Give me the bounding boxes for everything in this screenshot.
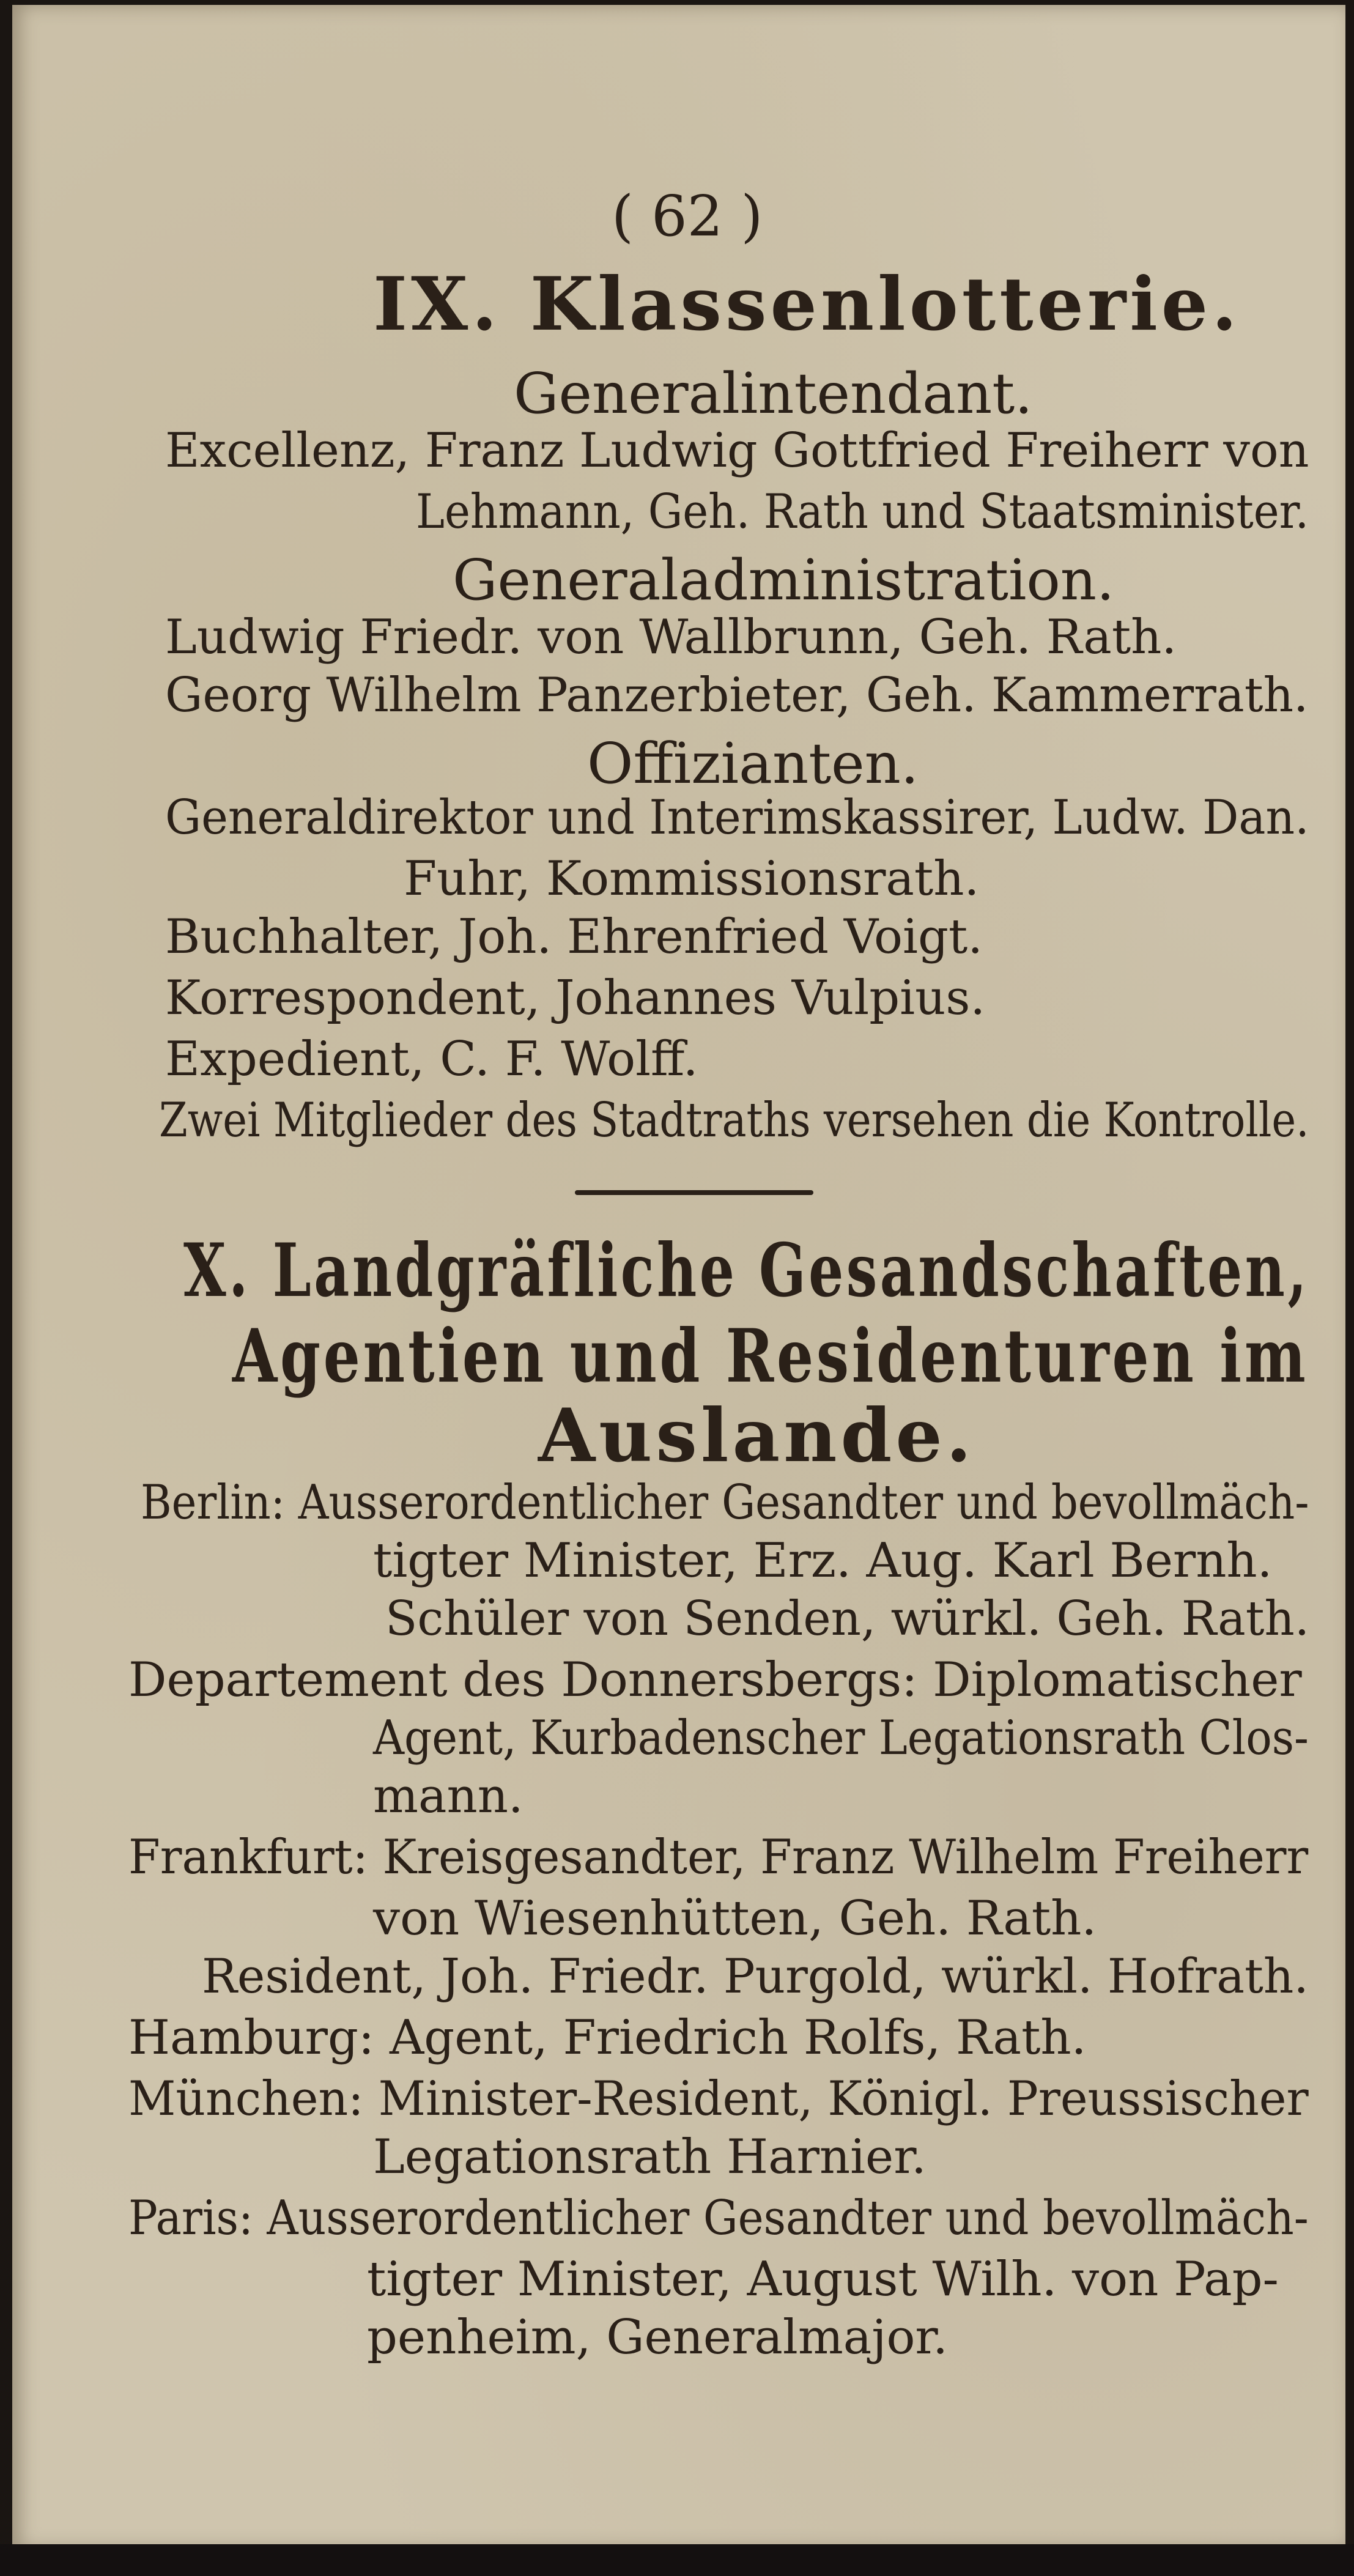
officers-line-2: Fuhr, Kommissionsrath.: [404, 851, 980, 906]
paris-line-3: penheim, Generalmajor.: [367, 2310, 948, 2365]
departement-line-2: Agent, Kurbadenscher Legationsrath Clos-: [373, 1711, 1309, 1766]
munich-line-2: Legationsrath Harnier.: [373, 2130, 927, 2185]
intendant-line-2: Lehmann, Geh. Rath und Staatsminister.: [416, 484, 1309, 539]
book-page: [12, 5, 1345, 2549]
departement-line-3: mann.: [373, 1769, 523, 1824]
section-9-title: IX. Klassenlotterie.: [373, 261, 1241, 347]
admin-line-1: Ludwig Friedr. von Wallbrunn, Geh. Rath.: [165, 610, 1177, 665]
section-10-title-line-3: Auslande.: [538, 1393, 975, 1479]
section-10-title-line-1: X. Landgräfliche Gesandschaften,: [183, 1227, 1310, 1314]
paris-line-2: tigter Minister, August Wilh. von Pap-: [367, 2252, 1279, 2307]
frankfurt-line-1: Frankfurt: Kreisgesandter, Franz Wilhelm Freiherr: [128, 1830, 1309, 1885]
officers-line-6: Zwei Mitglieder des Stadtraths versehen die Kontrolle.: [159, 1093, 1309, 1148]
munich-line-1: München: Minister-Resident, Königl. Preussischer: [128, 2071, 1309, 2126]
admin-line-2: Georg Wilhelm Panzerbieter, Geh. Kammerrath.: [165, 668, 1309, 723]
officers-line-5: Expedient, C. F. Wolff.: [165, 1032, 698, 1087]
section-10-title-line-2: Agentien und Residenturen im: [232, 1313, 1309, 1399]
scan-bottom-edge: [0, 2544, 1354, 2576]
berlin-line-1: Berlin: Ausserordentlicher Gesandter und bevollmäch-: [141, 1475, 1309, 1530]
frankfurt-line-2: von Wiesenhütten, Geh. Rath.: [373, 1891, 1097, 1946]
departement-line-1: Departement des Donnersbergs: Diplomatischer: [128, 1653, 1302, 1708]
officers-line-3: Buchhalter, Joh. Ehrenfried Voigt.: [165, 909, 983, 964]
intendant-line-1: Excellenz, Franz Ludwig Gottfried Freiherr von: [165, 423, 1309, 478]
admin-heading: Generaladministration.: [453, 547, 1115, 613]
section-divider: [575, 1190, 813, 1195]
intendant-heading: Generalintendant.: [514, 361, 1033, 426]
officers-line-1: Generaldirektor und Interimskassirer, Ludw. Dan.: [165, 790, 1309, 845]
officers-line-4: Korrespondent, Johannes Vulpius.: [165, 971, 986, 1026]
frankfurt-line-3: Resident, Joh. Friedr. Purgold, würkl. Hofrath.: [202, 1949, 1309, 2004]
paris-line-1: Paris: Ausserordentlicher Gesandter und bevollmäch-: [128, 2191, 1309, 2246]
berlin-line-3: Schüler von Senden, würkl. Geh. Rath.: [385, 1591, 1310, 1646]
berlin-line-2: tigter Minister, Erz. Aug. Karl Bernh.: [373, 1533, 1273, 1588]
page-number: ( 62 ): [612, 183, 763, 249]
officers-heading: Offizianten.: [587, 731, 919, 796]
hamburg-line-1: Hamburg: Agent, Friedrich Rolfs, Rath.: [128, 2010, 1087, 2065]
